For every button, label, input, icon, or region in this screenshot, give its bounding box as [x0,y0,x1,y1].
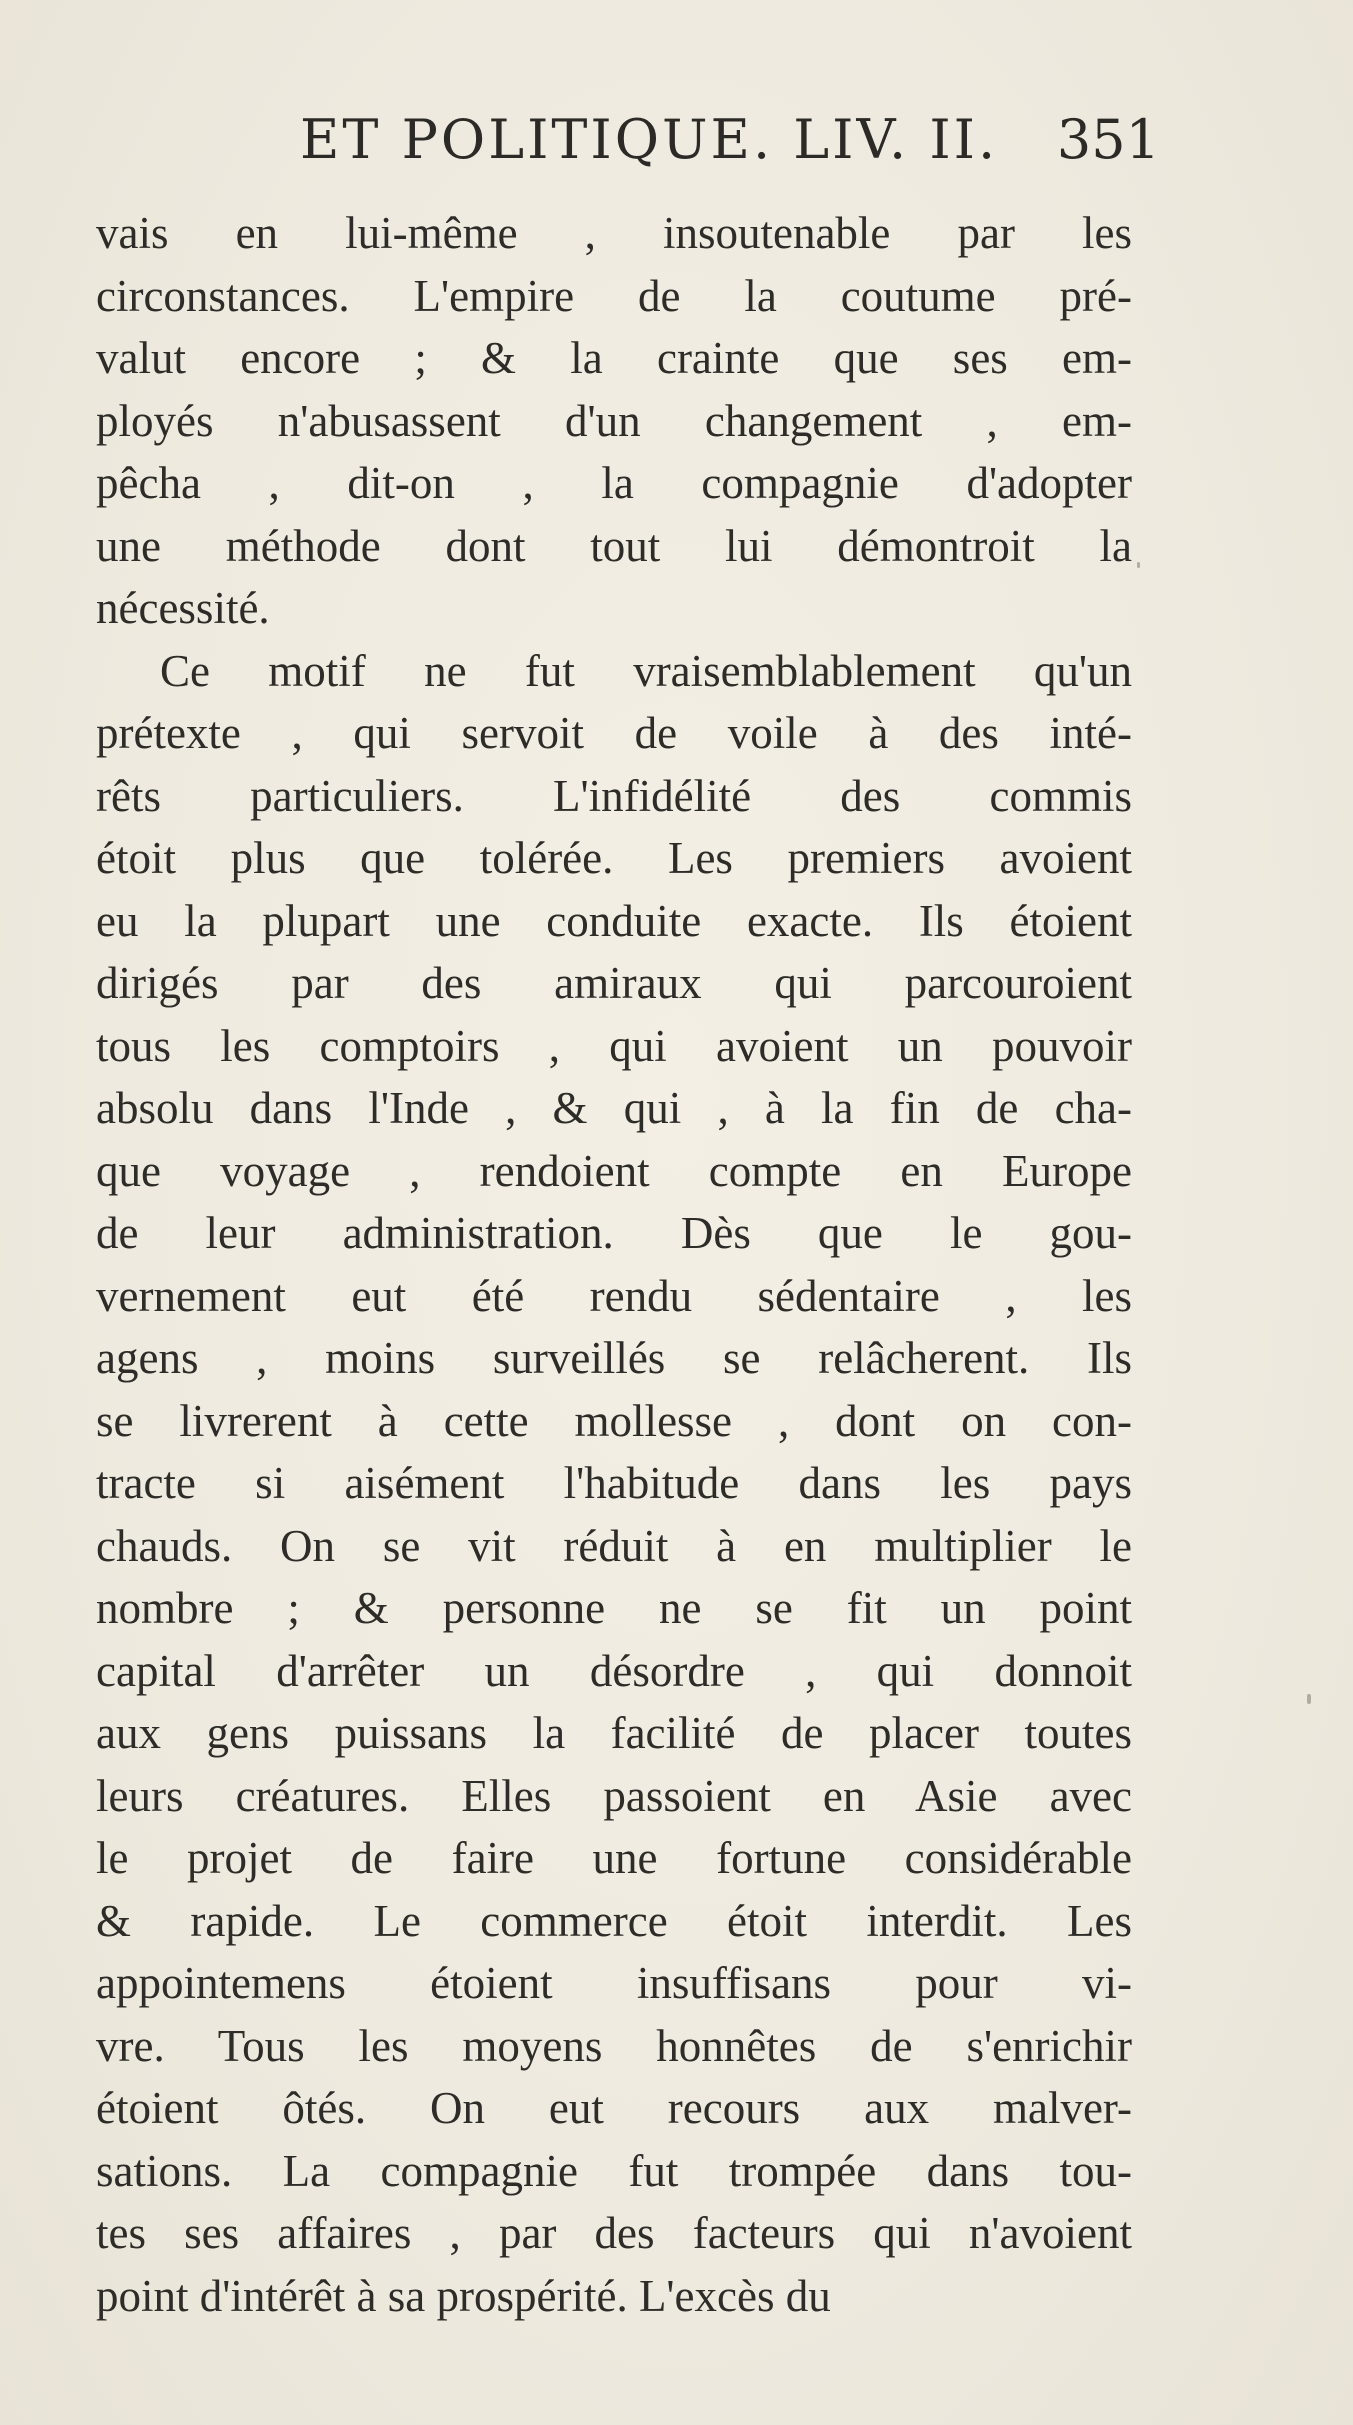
text-line: point d'intérêt à sa prospérité. L'excès du [96,2270,831,2321]
page-number: 351 [1056,108,1160,171]
text-line: circonstances. L'empire de la coutume pré- [96,270,1132,321]
text-line: eu la plupart une conduite exacte. Ils étoient [96,895,1132,946]
text-line: étoient ôtés. On eut recours aux malver- [96,2083,1132,2133]
text-line: agens , moins surveillés se relâcherent. Ils [96,1333,1132,1383]
text-line: capital d'arrêter un désordre , qui donnoit [96,1645,1132,1696]
text-line: nombre ; & personne ne se fit un point [96,1583,1132,1633]
text-line: aux gens puissans la facilité de placer toutes [96,1708,1132,1758]
text-line: appointemens étoient insuffisans pour vi- [96,1958,1132,2008]
text-line: prétexte , qui servoit de voile à des inté- [96,708,1132,758]
text-line: rêts particuliers. L'infidélité des commis [96,770,1132,821]
text-line: se livrerent à cette mollesse , dont on con- [96,1395,1132,1446]
text-line: que voyage , rendoient compte en Europe [96,1145,1132,1196]
text-line: ployés n'abusassent d'un changement , em- [96,395,1132,446]
text-line: vre. Tous les moyens honnêtes de s'enrichir [96,2020,1132,2071]
text-line: dirigés par des amiraux qui parcouroient [96,958,1132,1008]
running-head: ET POLITIQUE. LIV. II. [300,108,999,171]
text-line: étoit plus que tolérée. Les premiers avoient [96,833,1132,883]
page-header [300,108,1160,188]
paragraph-start-line: Ce motif ne fut vraisemblablement qu'un [160,645,1132,696]
text-line: leurs créatures. Elles passoient en Asie avec [96,1770,1132,1821]
text-line: une méthode dont tout lui démontroit la [96,520,1132,571]
text-line: tous les comptoirs , qui avoient un pouvoir [96,1020,1132,1071]
text-line: absolu dans l'Inde , & qui , à la fin de cha- [96,1083,1132,1133]
text-line: tes ses affaires , par des facteurs qui n'avoient [96,2208,1132,2258]
paper-speck [1307,1694,1311,1704]
body-text [96,202,1132,2327]
text-line: vais en lui-même , insoutenable par les [96,208,1132,258]
text-line: vernement eut été rendu sédentaire , les [96,1270,1132,1321]
text-line: pêcha , dit-on , la compagnie d'adopter [96,458,1132,508]
text-line: chauds. On se vit réduit à en multiplier le [96,1520,1132,1571]
text-line: le projet de faire une fortune considérable [96,1833,1132,1883]
text-line: & rapide. Le commerce étoit interdit. Les [96,1895,1132,1946]
text-line: sations. La compagnie fut trompée dans tou- [96,2145,1132,2196]
text-line: tracte si aisément l'habitude dans les pays [96,1458,1132,1508]
paragraph-end-line: nécessité. [96,583,270,633]
paper-speck [1137,562,1140,568]
text-line: valut encore ; & la crainte que ses em- [96,333,1132,383]
text-line: de leur administration. Dès que le gou- [96,1208,1132,1258]
